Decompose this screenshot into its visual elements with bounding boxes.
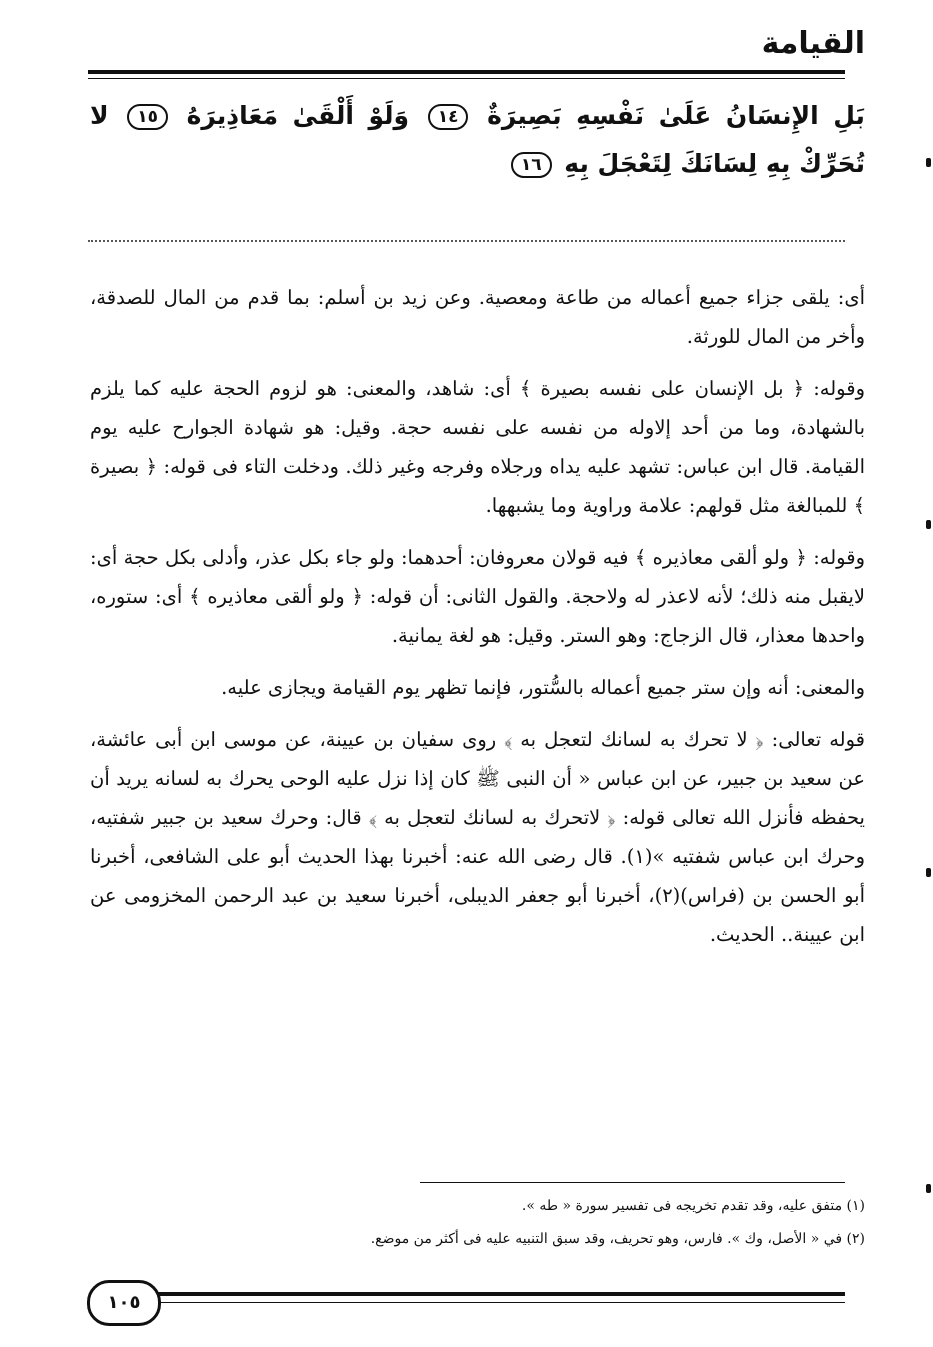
scan-mark [926,1184,931,1193]
page-number: ١٠٥ [87,1280,161,1326]
header-rule-thick [88,70,845,74]
verse-part: بَلِ الإِنسَانُ عَلَىٰ نَفْسِهِ بَصِيرَةٌ [487,101,865,130]
footnotes [90,1190,865,1256]
paragraph: قوله تعالى: ﴿ لا تحرك به لسانك لتعجل به ﴾ روى سفيان بن عيينة، عن موسى ابن أبى عائشة، عن سعيد بن جبير، عن ابن عباس « أن النبى ﷺ كان إذا نزل عليه الوحى يحرك به لسانه يريد أن يحفظه فأنزل الله تعالى قوله: ﴿ لاتحرك به لسانك لتعجل به ﴾ قال: وحرك سعيد بن جبير شفتيه، وحرك ابن عباس شفتيه »(١). قال رضى الله عنه: أخبرنا بهذا الحديث أبو على الشافعى، أخبرنا أبو الحسن بن (فراس)(٢)، أخبرنا أبو جعفر الديبلى، أخبرنا سعيد بن عبد الرحمن المخزومى عن ابن عيينة.. الحديث. [90,728,865,946]
footnote: (٢) في « الأصل، وك ». فارس، وهو تحريف، وقد سبق التنبيه عليه فى أكثر من موضع. [370,1231,865,1247]
verse-part: لا تُحَرِّكْ بِهِ لِسَانَكَ لِتَعْجَلَ بِهِ [90,101,865,178]
verse-number-marker: ١٦ [511,152,552,178]
header-rule-thin [88,78,845,79]
paragraph: أى: يلقى جزاء جميع أعماله من طاعة ومعصية. وعن زيد بن أسلم: بما قدم من المال للصدقة، وأخر من المال للورثة. [90,286,865,348]
verse-number-marker: ١٤ [428,104,469,130]
footer-rule-thick [150,1292,845,1296]
verse-part: وَلَوْ أَلْقَىٰ مَعَاذِيرَهُ [186,101,410,130]
footer-rule-thin [150,1302,845,1303]
footnote-rule [420,1182,845,1183]
paragraph: وقوله: ﴿ بل الإنسان على نفسه بصيرة ﴾ أى: شاهد، والمعنى: هو لزوم الحجة عليه كما يلزم بالشهادة، وما من أحد إلاوله من نفسه على نفسه حجة. وقيل: هو شهادة الجوارح عليه يوم القيامة. قال ابن عباس: تشهد عليه يداه ورجلاه وفرجه وغير ذلك. ودخلت التاء فى قوله: ﴿ بصيرة ﴾ للمبالغة مثل قولهم: علامة وراوية وما يشبهها. [90,377,865,517]
scan-mark [926,158,931,167]
scan-mark [926,520,931,529]
verse-separator [88,240,845,242]
commentary-body [90,278,865,967]
scan-mark [926,868,931,877]
surah-title: القيامة [761,26,865,61]
verse-number-marker: ١٥ [127,104,168,130]
footnote: (١) متفق عليه، وقد تقدم تخريجه فى تفسير سورة « طه ». [521,1198,865,1214]
quran-verse [90,92,865,188]
paragraph: وقوله: ﴿ ولو ألقى معاذيره ﴾ فيه قولان معروفان: أحدهما: ولو جاء بكل عذر، وأدلى بكل حجة أى: لايقبل منه ذلك؛ لأنه لاعذر له ولاحجة. والقول الثانى: أن قوله: ﴿ ولو ألقى معاذيره ﴾ أى: ستوره، واحدها معذار، قال الزجاج: وهو الستر. وقيل: هو لغة يمانية. [90,546,865,647]
paragraph: والمعنى: أنه وإن ستر جميع أعماله بالسُّتور، فإنما تظهر يوم القيامة ويجازى عليه. [221,676,865,699]
